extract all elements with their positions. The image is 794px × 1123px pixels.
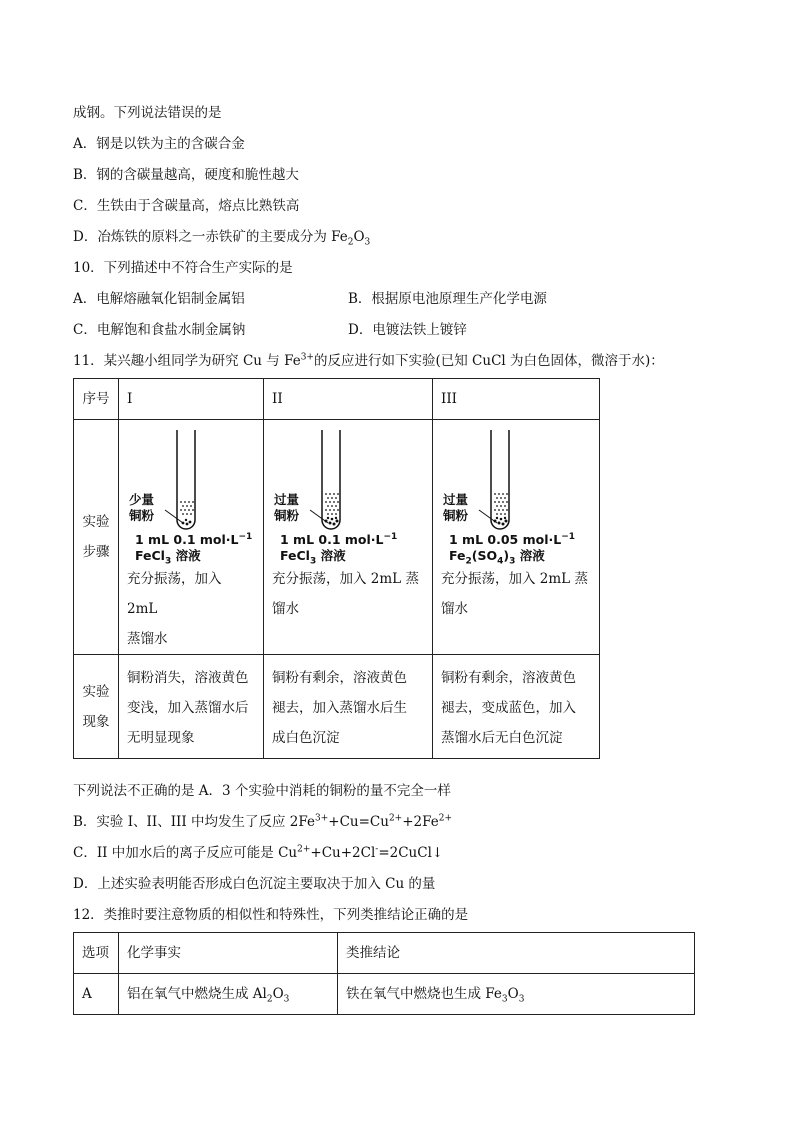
table-header-exp2: II [264, 379, 433, 420]
q11-option-c: C．II 中加水后的离子反应可能是 $Cu^{2+}+Cu+2Cl^-=2CuCl↓$ [73, 844, 444, 861]
q10-option-c: C．电解饱和食盐水制金属钠 [73, 322, 246, 338]
exp3-step-text: 充分振荡，加入 2mL 蒸 馏水 [441, 571, 588, 617]
exp1-steps-cell [119, 420, 264, 655]
test-tube-icon [272, 428, 424, 544]
q10-option-b: B．根据原电池原理生产化学电源 [348, 291, 547, 307]
q9-option-b: B．钢的含碳量越高，硬度和脆性越大 [73, 167, 299, 183]
q10-option-d: D．电镀法铁上镀锌 [348, 322, 467, 338]
exp2-powder-label: 过量 铜粉 [274, 492, 300, 523]
q10-stem: 10．下列描述中不符合生产实际的是 [73, 260, 293, 276]
exp3-steps-cell [433, 420, 600, 655]
exp2-test-tube-figure [272, 428, 424, 544]
exp3-solution-label: 1 mL 0.05 $mol\cdot L^{-1}$ $Fe_2(SO_4)_3$ 溶液 [449, 531, 576, 567]
table-header-exp1: I [119, 379, 264, 420]
table-header-conclusion: 类推结论 [338, 933, 695, 974]
test-tube-icon [441, 428, 591, 544]
table-cell-conclusion: 铁在氧气中燃烧也生成 $Fe_3O_3$ [338, 974, 695, 1015]
q11-option-d: D．上述实验表明能否形成白色沉淀主要取决于加入 Cu 的量 [73, 876, 436, 892]
q9-option-a: A．钢是以铁为主的含碳合金 [73, 136, 245, 152]
exp1-solution-label: 1 mL 0.1 $mol\cdot L^{-1}$ FeCl$_3$ 溶液 [135, 531, 253, 567]
exp3-observation: 铜粉有剩余，溶液黄色 褪去，变成蓝色，加入 蒸馏水后无白色沉淀 [433, 655, 600, 759]
exp2-step-text: 充分振荡，加入 2mL 蒸 馏水 [272, 571, 419, 617]
table-cell-fact: 铝在氧气中燃烧生成 $Al_2O_3$ [119, 974, 338, 1015]
exp3-powder-label: 过量 铜粉 [443, 492, 469, 523]
exp1-powder-label: 少量 铜粉 [129, 492, 155, 523]
test-tube-icon [127, 428, 255, 544]
q11-stem: 11．某兴趣小组同学为研究 Cu 与 $Fe^{3+}$的反应进行如下实验(已知 CuCl 为白色固体，微溶于水)： [73, 352, 664, 369]
q12-stem: 12．类推时要注意物质的相似性和特殊性，下列类推结论正确的是 [73, 907, 469, 923]
row-label-steps: 实验 步骤 [74, 420, 119, 655]
exp2-solution-label: 1 mL 0.1 $mol\cdot L^{-1}$ FeCl$_3$ 溶液 [280, 531, 398, 567]
q9-stem: 成钢。下列说法错误的是 [73, 105, 222, 121]
exp2-observation: 铜粉有剩余，溶液黄色 褪去，加入蒸馏水后生 成白色沉淀 [264, 655, 433, 759]
table-cell-option: A [74, 974, 119, 1015]
q9-option-c: C．生铁由于含碳量高，熔点比熟铁高 [73, 198, 300, 214]
exp1-observation: 铜粉消失，溶液黄色 变浅，加入蒸馏水后 无明显现象 [119, 655, 264, 759]
exp1-step-text: 充分振荡，加入 2mL 蒸馏水 [127, 571, 222, 647]
exp2-steps-cell [264, 420, 433, 655]
table-header-option: 选项 [74, 933, 119, 974]
table-header-seq: 序号 [74, 379, 119, 420]
exp1-test-tube-figure [127, 428, 255, 544]
q11-option-b: B．实验 I、II、III 中均发生了反应 $2Fe^{3+}+Cu=Cu^{2+}+2Fe^{2+}$ [73, 813, 453, 830]
table-header-exp3: III [433, 379, 600, 420]
q12-analogy-table [73, 932, 695, 1015]
q11-option-a: 下列说法不正确的是 A．3 个实验中消耗的铜粉的量不完全一样 [73, 783, 451, 799]
table-header-fact: 化学事实 [119, 933, 338, 974]
q11-experiment-table [73, 378, 600, 759]
exp3-test-tube-figure [441, 428, 591, 544]
q9-option-d: D．冶炼铁的原料之一赤铁矿的主要成分为 $Fe_2O_3$ [73, 229, 371, 248]
row-label-observations: 实验 现象 [74, 655, 119, 759]
q10-option-a: A．电解熔融氧化铝制金属铝 [73, 291, 245, 307]
